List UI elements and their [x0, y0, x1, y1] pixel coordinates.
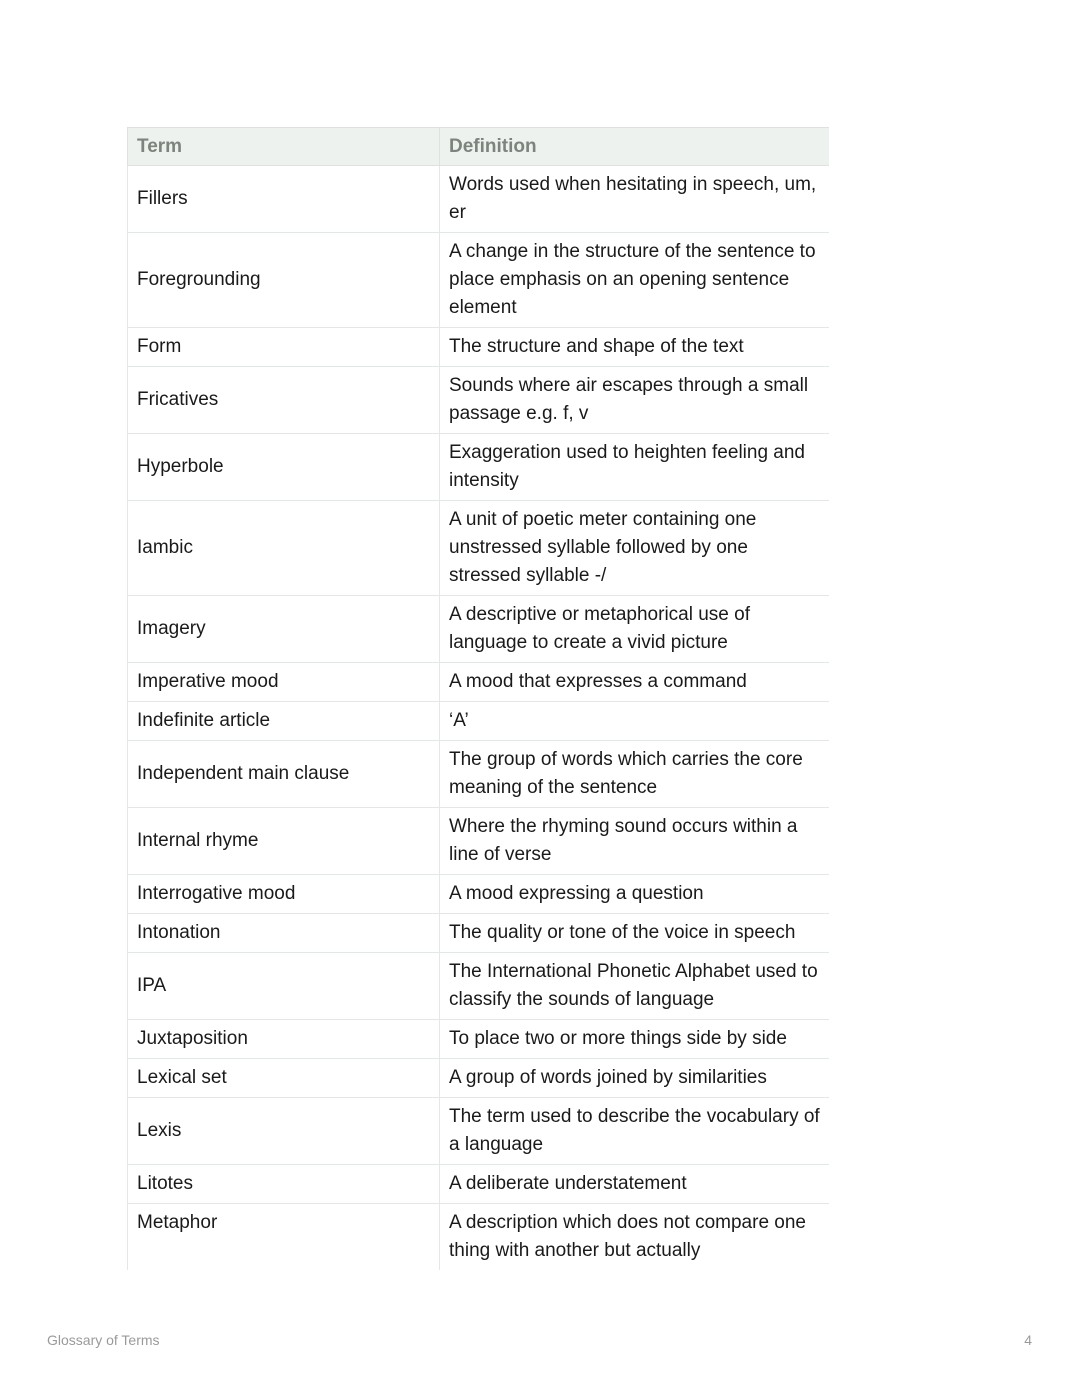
term-cell: Imperative mood — [128, 663, 440, 702]
definition-cell: The structure and shape of the text — [440, 328, 830, 367]
table-row — [128, 875, 830, 914]
definition-cell: The group of words which carries the core meaning of the sentence — [440, 741, 830, 808]
table-row — [128, 367, 830, 434]
table-row — [128, 596, 830, 663]
table-row — [128, 1204, 830, 1271]
definition-cell: A descriptive or metaphorical use of language to create a vivid picture — [440, 596, 830, 663]
definition-column-header: Definition — [440, 128, 830, 166]
term-column-header: Term — [128, 128, 440, 166]
definition-cell: The quality or tone of the voice in speech — [440, 914, 830, 953]
term-cell: Foregrounding — [128, 233, 440, 328]
table-header-row — [128, 128, 830, 166]
term-cell: Juxtaposition — [128, 1020, 440, 1059]
term-cell: Indefinite article — [128, 702, 440, 741]
definition-cell: A change in the structure of the sentence to place emphasis on an opening sentence element — [440, 233, 830, 328]
definition-cell: The term used to describe the vocabulary of a language — [440, 1098, 830, 1165]
table-row — [128, 808, 830, 875]
definition-cell: A deliberate understatement — [440, 1165, 830, 1204]
definition-cell: A mood expressing a question — [440, 875, 830, 914]
glossary-table-container — [127, 127, 829, 1270]
table-row — [128, 1020, 830, 1059]
definition-cell: The International Phonetic Alphabet used to classify the sounds of language — [440, 953, 830, 1020]
table-row — [128, 166, 830, 233]
definition-cell: Sounds where air escapes through a small passage e.g. f, v — [440, 367, 830, 434]
term-cell: Metaphor — [128, 1204, 440, 1271]
term-cell: Interrogative mood — [128, 875, 440, 914]
term-cell: Iambic — [128, 501, 440, 596]
table-row — [128, 434, 830, 501]
footer-page-number: 4 — [1024, 1332, 1032, 1348]
table-row — [128, 741, 830, 808]
glossary-table — [127, 127, 829, 1270]
term-cell: Hyperbole — [128, 434, 440, 501]
footer-document-title: Glossary of Terms — [47, 1332, 160, 1348]
term-cell: Litotes — [128, 1165, 440, 1204]
table-row — [128, 1165, 830, 1204]
definition-cell: A group of words joined by similarities — [440, 1059, 830, 1098]
term-cell: Intonation — [128, 914, 440, 953]
definition-cell: Where the rhyming sound occurs within a line of verse — [440, 808, 830, 875]
table-row — [128, 1059, 830, 1098]
definition-cell: A unit of poetic meter containing one unstressed syllable followed by one stressed syllable -/ — [440, 501, 830, 596]
table-row — [128, 953, 830, 1020]
term-cell: Imagery — [128, 596, 440, 663]
table-row — [128, 1098, 830, 1165]
term-cell: Fillers — [128, 166, 440, 233]
term-cell: Fricatives — [128, 367, 440, 434]
table-row — [128, 702, 830, 741]
definition-cell: Exaggeration used to heighten feeling and intensity — [440, 434, 830, 501]
term-cell: Form — [128, 328, 440, 367]
term-cell: Internal rhyme — [128, 808, 440, 875]
definition-cell: Words used when hesitating in speech, um, er — [440, 166, 830, 233]
term-cell: Independent main clause — [128, 741, 440, 808]
term-cell: Lexical set — [128, 1059, 440, 1098]
definition-cell: ‘A’ — [440, 702, 830, 741]
table-row — [128, 501, 830, 596]
table-row — [128, 914, 830, 953]
definition-cell: A mood that expresses a command — [440, 663, 830, 702]
term-cell: Lexis — [128, 1098, 440, 1165]
table-row — [128, 233, 830, 328]
table-row — [128, 663, 830, 702]
term-cell: IPA — [128, 953, 440, 1020]
definition-cell: To place two or more things side by side — [440, 1020, 830, 1059]
table-row — [128, 328, 830, 367]
definition-cell: A description which does not compare one thing with another but actually — [440, 1204, 830, 1271]
